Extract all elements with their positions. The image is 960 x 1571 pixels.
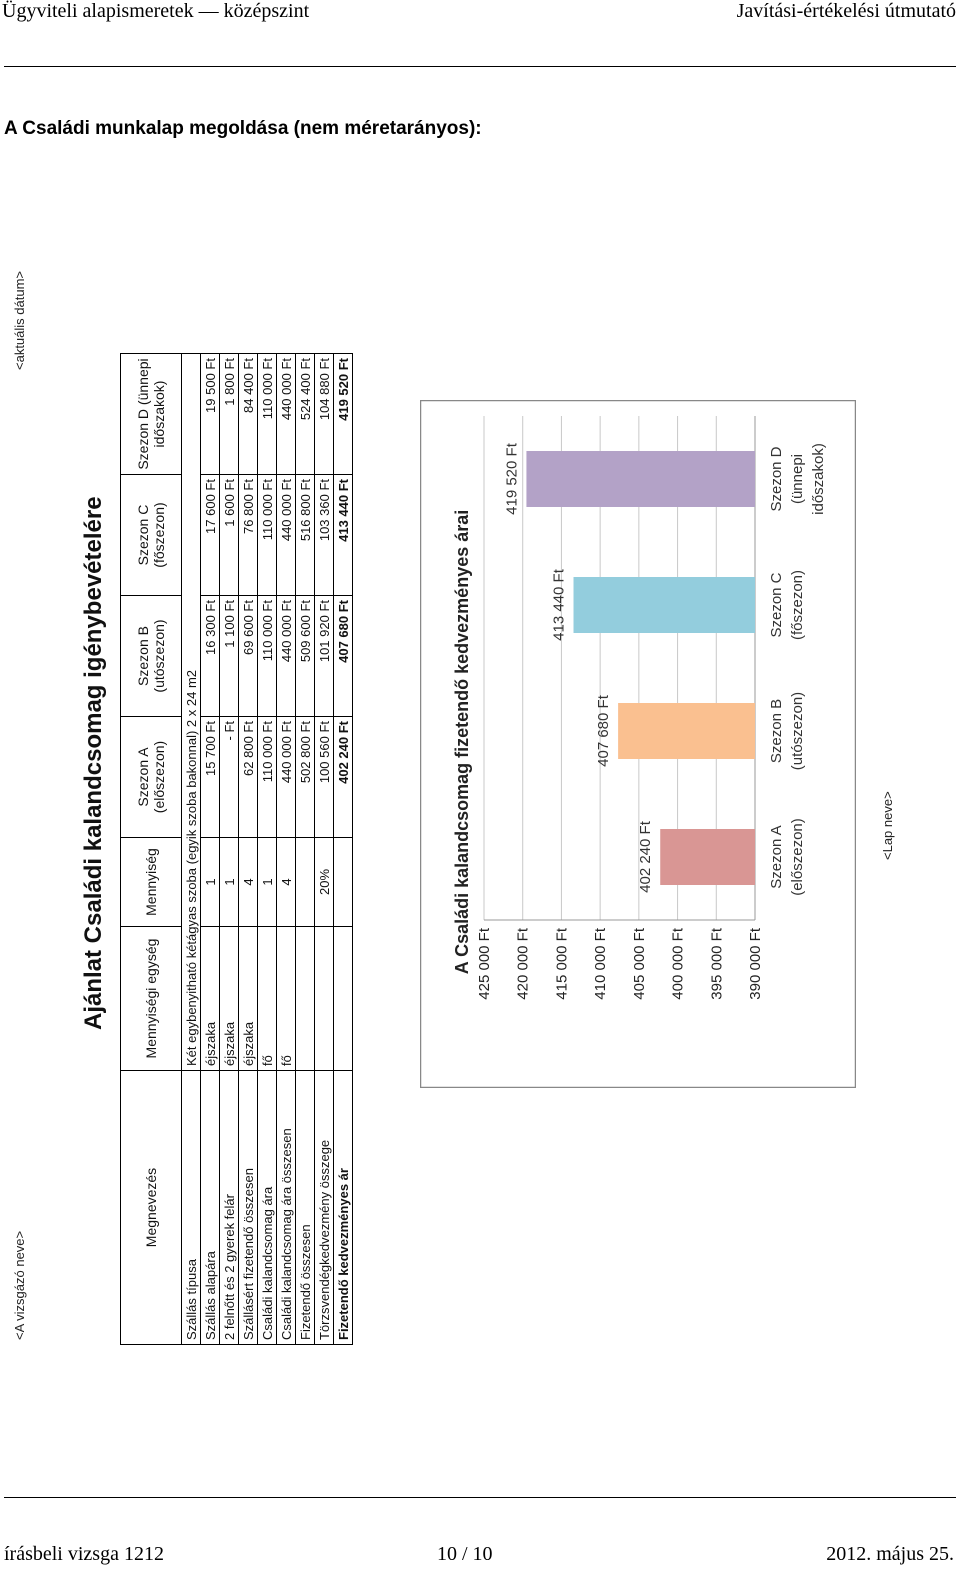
bar — [574, 577, 755, 633]
category-label: Szezon B — [768, 698, 785, 764]
row-name: Szállás alapára — [201, 1071, 220, 1345]
data-label: 413 440 Ft — [550, 569, 568, 641]
chart-title: A Családi kalandcsomag fizetendő kedvezményes árai — [452, 509, 472, 975]
data-label: 419 520 Ft — [503, 443, 521, 515]
bar — [660, 829, 755, 885]
row-season-b: 1 100 Ft — [220, 596, 239, 717]
y-tick-label: 410 000 Ft — [592, 928, 610, 1000]
row-season-b: 110 000 Ft — [258, 596, 277, 717]
data-label: 402 240 Ft — [637, 821, 655, 893]
y-tick-label: 425 000 Ft — [476, 928, 493, 1000]
row-season-a: - Ft — [220, 717, 239, 838]
examinee-name-placeholder: <A vizsgázó neve> — [12, 1230, 27, 1340]
row-qty: 1 — [258, 838, 277, 927]
header-subject: Ügyviteli alapismeretek — középszint — [2, 0, 310, 22]
table-row — [220, 354, 239, 1345]
category-label: (ünnepi — [789, 453, 806, 505]
table-row — [258, 354, 277, 1345]
row-season-d: 84 400 Ft — [239, 354, 258, 475]
category-label: (előszezon) — [789, 818, 806, 896]
col-header-season-d: Szezon D (ünnepi időszakok) — [121, 354, 182, 475]
row-season-c: 76 800 Ft — [239, 475, 258, 596]
rotated-worksheet — [0, 180, 900, 1400]
y-tick-label: 400 000 Ft — [669, 928, 687, 1000]
header-guide: Javítási-értékelési útmutató — [736, 0, 956, 22]
category-label: Szezon D — [768, 446, 785, 512]
row-qty: 4 — [277, 838, 296, 927]
row-name: Törzsvendégkedvezmény összege — [315, 1071, 334, 1345]
table-row — [296, 354, 315, 1345]
discounted-price-chart — [420, 400, 856, 1088]
row-qty — [296, 838, 315, 927]
category-label: időszakok) — [810, 443, 827, 515]
row-name: Szállásért fizetendő összesen — [239, 1071, 258, 1345]
row-qty: 4 — [239, 838, 258, 927]
row-unit: éjszaka — [220, 927, 239, 1071]
row-name: Családi kalandcsomag ára — [258, 1071, 277, 1345]
table-row — [315, 354, 334, 1345]
row-name: 2 felnőtt és 2 gyerek felár — [220, 1071, 239, 1345]
section-title: A Családi munkalap megoldása (nem méretarányos): — [4, 118, 482, 139]
accommodation-row — [182, 354, 201, 1345]
row-season-b: 407 680 Ft — [334, 596, 353, 717]
row-season-d: 110 000 Ft — [258, 354, 277, 475]
offer-table — [120, 353, 353, 1345]
category-label: Szezon C — [768, 572, 785, 638]
col-header-name: Megnevezés — [121, 1071, 182, 1345]
row-season-a: 100 560 Ft — [315, 717, 334, 838]
row-season-a: 402 240 Ft — [334, 717, 353, 838]
current-date-placeholder: <aktuális dátum> — [12, 270, 27, 370]
footer-rule — [4, 1497, 956, 1498]
y-tick-label: 420 000 Ft — [514, 928, 532, 1000]
row-season-b: 69 600 Ft — [239, 596, 258, 717]
row-season-d: 1 800 Ft — [220, 354, 239, 475]
row-unit: fő — [258, 927, 277, 1071]
col-header-season-b: Szezon B (utószezon) — [121, 596, 182, 717]
row-season-d: 19 500 Ft — [201, 354, 220, 475]
y-tick-label: 415 000 Ft — [553, 928, 571, 1000]
row-name: Családi kalandcsomag ára összesen — [277, 1071, 296, 1345]
row-season-c: 1 600 Ft — [220, 475, 239, 596]
row-qty: 20% — [315, 838, 334, 927]
data-label: 407 680 Ft — [595, 695, 613, 767]
row-unit — [296, 927, 315, 1071]
accommodation-label: Szállás típusa — [182, 1071, 201, 1345]
row-season-b: 101 920 Ft — [315, 596, 334, 717]
row-season-b: 509 600 Ft — [296, 596, 315, 717]
footer-date: 2012. május 25. — [826, 1543, 954, 1565]
row-name: Fizetendő kedvezményes ár — [334, 1071, 353, 1345]
table-row — [334, 354, 353, 1345]
category-label: (főszezon) — [789, 569, 806, 641]
row-season-c: 440 000 Ft — [277, 475, 296, 596]
sheet-name-placeholder: <Lap neve> — [880, 791, 895, 860]
row-unit — [315, 927, 334, 1071]
row-unit: éjszaka — [201, 927, 220, 1071]
col-header-qty: Mennyiség — [121, 838, 182, 927]
table-row — [239, 354, 258, 1345]
row-unit — [334, 927, 353, 1071]
row-season-a: 15 700 Ft — [201, 717, 220, 838]
row-qty: 1 — [201, 838, 220, 927]
row-season-c: 413 440 Ft — [334, 475, 353, 596]
row-season-a: 110 000 Ft — [258, 717, 277, 838]
accommodation-value: Két egybenyitható kétágyas szoba (egyik szoba bakonnal) 2 x 24 m2 — [182, 354, 201, 1071]
row-season-d: 524 400 Ft — [296, 354, 315, 475]
row-season-c: 103 360 Ft — [315, 475, 334, 596]
worksheet-title: Ajánlat Családi kalandcsomag igénybevételére — [80, 496, 107, 1030]
bar — [526, 451, 755, 507]
row-season-c: 516 800 Ft — [296, 475, 315, 596]
table-row — [201, 354, 220, 1345]
row-qty: 1 — [220, 838, 239, 927]
row-qty — [334, 838, 353, 927]
row-unit: fő — [277, 927, 296, 1071]
col-header-unit: Mennyiségi egység — [121, 927, 182, 1071]
header-rule — [4, 66, 956, 67]
row-season-d: 419 520 Ft — [334, 354, 353, 475]
y-tick-label: 390 000 Ft — [747, 928, 764, 1000]
row-season-c: 110 000 Ft — [258, 475, 277, 596]
col-header-season-a: Szezon A (előszezon) — [121, 717, 182, 838]
bar — [618, 703, 755, 759]
category-label: Szezon A — [768, 825, 785, 889]
table-header-row — [121, 354, 182, 1345]
row-season-a: 440 000 Ft — [277, 717, 296, 838]
page-header — [0, 0, 960, 70]
footer-exam-code: írásbeli vizsga 1212 — [4, 1543, 164, 1565]
y-tick-label: 395 000 Ft — [708, 928, 726, 1000]
footer-page-number: 10 / 10 — [437, 1543, 493, 1565]
row-season-b: 16 300 Ft — [201, 596, 220, 717]
row-season-a: 62 800 Ft — [239, 717, 258, 838]
y-tick-label: 405 000 Ft — [630, 928, 648, 1000]
row-season-c: 17 600 Ft — [201, 475, 220, 596]
col-header-season-c: Szezon C (főszezon) — [121, 475, 182, 596]
row-name: Fizetendő összesen — [296, 1071, 315, 1345]
row-unit: éjszaka — [239, 927, 258, 1071]
row-season-b: 440 000 Ft — [277, 596, 296, 717]
row-season-d: 104 880 Ft — [315, 354, 334, 475]
table-row — [277, 354, 296, 1345]
category-label: (utószezon) — [789, 691, 806, 771]
row-season-a: 502 800 Ft — [296, 717, 315, 838]
row-season-d: 440 000 Ft — [277, 354, 296, 475]
